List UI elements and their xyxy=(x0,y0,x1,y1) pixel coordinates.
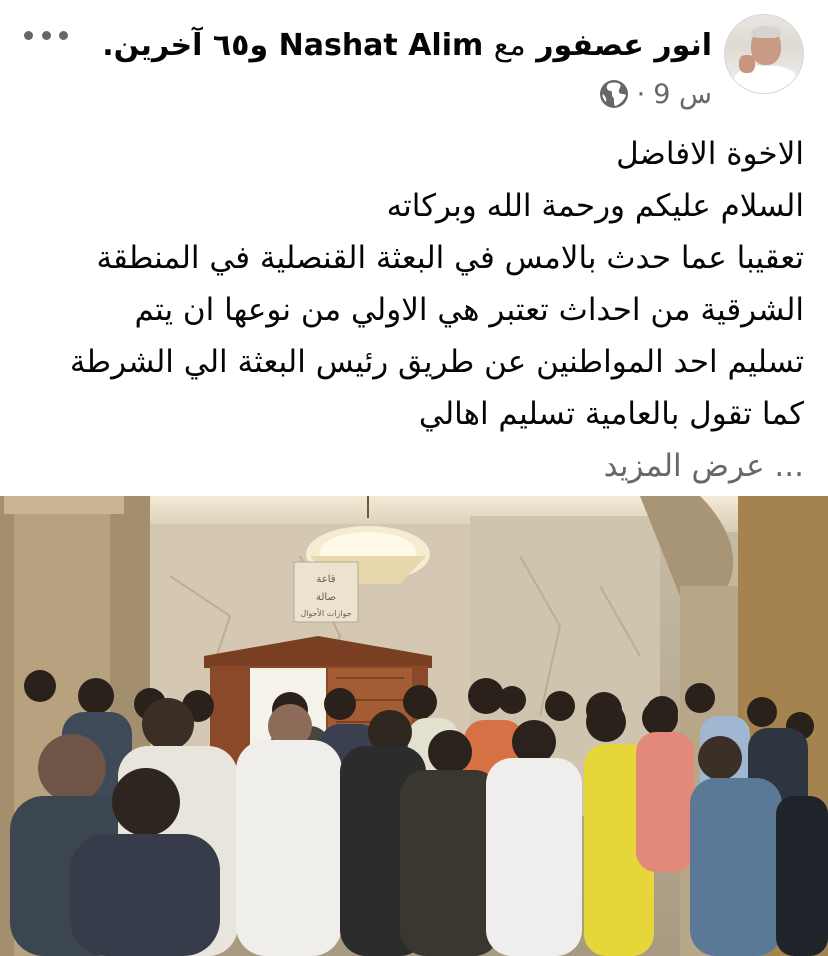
meta-separator: · xyxy=(636,78,646,110)
post-photo[interactable] xyxy=(0,496,828,956)
post-line: الشرقية من احداث تعتبر هي الاولي من نوعها ان يتم xyxy=(134,292,804,328)
post-line: تسليم احد المواطنين عن طريق رئيس البعثة الي الشرطة xyxy=(69,344,804,380)
author-line xyxy=(102,26,712,66)
tagged-user[interactable]: Nashat Alim xyxy=(278,28,484,63)
author-name[interactable]: انور عصفور xyxy=(536,28,712,63)
see-more-link[interactable]: ... عرض المزيد xyxy=(603,448,804,484)
others-link[interactable]: و٦٥ آخرين. xyxy=(102,28,269,63)
post-header xyxy=(0,0,828,120)
globe-icon[interactable] xyxy=(599,79,629,109)
crowd-photo-illustration xyxy=(0,496,828,956)
post-line: السلام عليكم ورحمة الله وبركاته xyxy=(386,188,804,224)
sign-text-1: قاعة xyxy=(316,574,336,585)
post-text xyxy=(24,128,804,492)
sign-text-2: صالة xyxy=(316,592,336,603)
with-word: مع xyxy=(493,28,526,63)
post-line: كما تقول بالعامية تسليم اهالي xyxy=(418,396,804,432)
more-options-button[interactable] xyxy=(24,22,68,48)
post-meta xyxy=(599,76,712,112)
sign-text-3: جوازات الأحوال xyxy=(300,609,352,618)
post-line: الاخوة الافاضل xyxy=(616,136,804,172)
post-line: تعقيبا عما حدث بالامس في البعثة القنصلية في المنطقة xyxy=(96,240,804,276)
author-avatar[interactable] xyxy=(724,14,804,94)
post-time[interactable]: 9 س xyxy=(653,78,712,110)
